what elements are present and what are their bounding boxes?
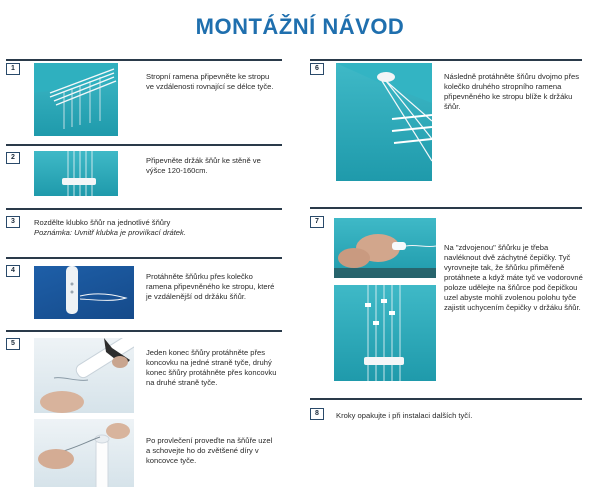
divider	[310, 398, 582, 400]
step-4-number: 4	[6, 265, 20, 277]
step-5-number: 5	[6, 338, 20, 350]
step-3-note: Poznámka: Uvnitř klubka je proviíkací drátek.	[34, 228, 186, 237]
step-4-text: Protáhněte šňůrku přes kolečko ramena připevněného ke stropu, které je vzdálenější od držáku šňůr.	[146, 272, 275, 301]
step-1-text: Stropní ramena připevněte ke stropu ve vzdálenosti rovnající se délce tyče.	[146, 72, 274, 91]
page-title: MONTÁŽNÍ NÁVOD	[195, 14, 405, 39]
step-7-number: 7	[310, 216, 324, 228]
step-5-text-2: Po provlečení proveďte na šňůře uzel a schovejte ho do zvětšené díry v koncovce tyče.	[146, 436, 273, 465]
step-7-photo-a	[334, 218, 436, 278]
step-2-number: 2	[6, 152, 20, 164]
step-7-text: Na "zdvojenou" šňůrku je třeba navléknout dvě záchytné čepičky. Tyč vyrovnejte tak, že šňůrku přiměřeně protáhnete a když máte tyč ve vodorovné poloze udělejte na šňůrce pod čepičkou uzel abyste mohli zvolenou polohu tyče zajistit uchycením čepičky v držáku šňůr.	[444, 243, 583, 312]
step-6-photo	[336, 63, 432, 181]
step-6-text: Následně protáhněte šňůru dvojmo přes kolečko druhého stropního ramena připevněného ke stropu blíže k držáku šňůr.	[444, 72, 580, 111]
step-6-number: 6	[310, 63, 324, 75]
step-8-text: Kroky opakujte i při instalaci dalších tyčí.	[336, 411, 473, 420]
step-7-photo-b	[334, 285, 436, 381]
step-3-number: 3	[6, 216, 20, 228]
divider	[6, 59, 282, 61]
divider	[6, 208, 282, 210]
divider	[6, 144, 282, 146]
divider	[6, 330, 282, 332]
divider	[310, 207, 582, 209]
step-3-instruction: Rozdělte klubko šňůr na jednotlivé šňůry	[34, 218, 171, 227]
step-1-photo	[34, 63, 118, 136]
divider	[310, 59, 582, 61]
step-2-text: Připevněte držák šňůr ke stěně ve výšce 120-160cm.	[146, 156, 261, 175]
step-1-number: 1	[6, 63, 20, 75]
divider	[6, 257, 282, 259]
step-5-photo-b	[34, 419, 134, 487]
step-8-number: 8	[310, 408, 324, 420]
step-5-photo-a	[34, 338, 134, 413]
step-4-photo	[34, 266, 134, 319]
step-3-text	[34, 218, 279, 238]
step-2-photo	[34, 151, 118, 196]
step-5-text: Jeden konec šňůry protáhněte přes koncovku na jedné straně tyče, druhý konec šňůry protáhněte přes koncovku na druhé straně tyče.	[146, 348, 277, 387]
